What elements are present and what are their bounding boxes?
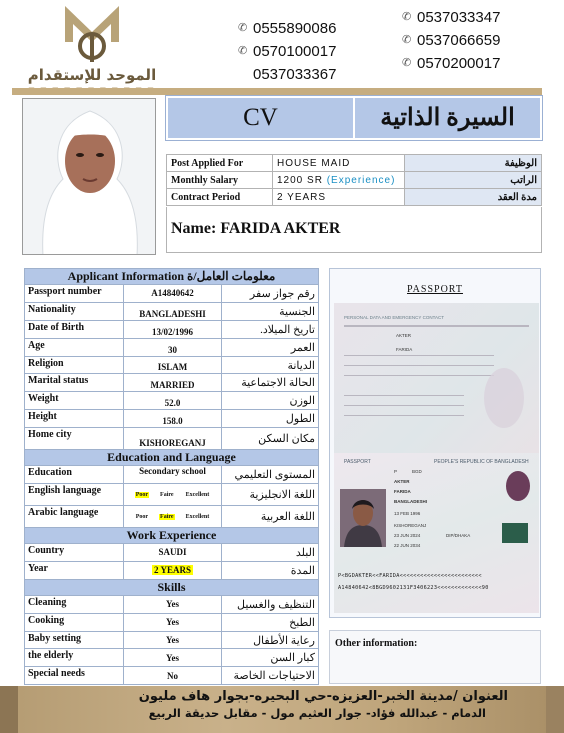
position-table xyxy=(166,154,542,206)
info-label: Height xyxy=(25,410,124,428)
info-value: Secondary school xyxy=(124,466,222,484)
company-logo xyxy=(12,2,172,94)
contract-label: Contract Period xyxy=(167,189,273,206)
level-fair: Faire xyxy=(160,513,174,520)
info-label: Arabic language xyxy=(25,506,124,528)
passport-panel xyxy=(329,268,541,618)
skill-label: Special needs xyxy=(25,667,124,685)
info-row-year xyxy=(25,561,319,579)
info-label-ar: المستوى التعليمي xyxy=(222,466,319,484)
info-value xyxy=(124,561,222,579)
phone-icon: ✆ xyxy=(238,45,248,57)
passport-dob: 13 FEB 1996 xyxy=(394,511,421,516)
info-row-passport xyxy=(25,285,319,303)
info-label-ar: الحالة الاجتماعية xyxy=(222,374,319,392)
passport-scan xyxy=(334,303,539,613)
phones-right-column xyxy=(402,6,500,75)
info-row-age xyxy=(25,338,319,356)
info-value: ISLAM xyxy=(124,356,222,374)
skill-row xyxy=(25,631,319,649)
passport-seal-icon xyxy=(484,368,524,428)
info-label: Religion xyxy=(25,356,124,374)
passport-mrz-line-1: P<BGDAKTER<<FARIDA<<<<<<<<<<<<<<<<<<<<<<<< xyxy=(338,573,482,579)
level-fair: Faire xyxy=(160,491,174,498)
phone-entry[interactable] xyxy=(238,17,336,40)
phone-entry[interactable] xyxy=(402,52,500,75)
info-label-ar: اللغة الانجليزية xyxy=(222,484,319,506)
passport-place: KISHOREGANJ xyxy=(394,523,427,528)
passport-rule xyxy=(344,355,494,356)
level-poor: Poor xyxy=(135,491,149,498)
phone-entry[interactable] xyxy=(238,63,336,86)
cv-title-en: CV xyxy=(168,98,355,138)
info-row-weight xyxy=(25,392,319,410)
info-label-ar: اللغة العربية xyxy=(222,506,319,528)
language-level-arabic xyxy=(124,506,222,528)
passport-photo-page xyxy=(334,453,539,613)
info-value: BANGLADESHI xyxy=(124,302,222,320)
applicant-section-header xyxy=(25,269,319,285)
skill-label: Cooking xyxy=(25,613,124,631)
info-label-ar: الوزن xyxy=(222,392,319,410)
position-value xyxy=(273,155,405,172)
info-row-religion xyxy=(25,356,319,374)
phone-number: 0555890086 xyxy=(253,20,337,37)
passport-page-label: PASSPORT xyxy=(344,459,371,465)
info-value: KISHOREGANJ xyxy=(124,428,222,450)
info-row-english xyxy=(25,484,319,506)
info-label: Year xyxy=(25,561,124,579)
skill-value: Yes xyxy=(124,649,222,667)
passport-rule xyxy=(344,365,494,366)
info-label-ar: الطول xyxy=(222,410,319,428)
skill-value: Yes xyxy=(124,631,222,649)
salary-label: Monthly Salary xyxy=(167,172,273,189)
passport-rule xyxy=(344,325,529,327)
phone-icon: ✆ xyxy=(238,22,248,34)
info-label-ar: الديانة xyxy=(222,356,319,374)
passport-field: AKTER xyxy=(396,333,412,338)
contract-value xyxy=(273,189,405,206)
passport-rule xyxy=(344,415,464,416)
position-row xyxy=(167,155,542,172)
passport-portrait-icon xyxy=(340,489,386,547)
passport-rule xyxy=(344,375,494,376)
skill-row xyxy=(25,667,319,685)
contract-label-ar: مدة العقد xyxy=(405,189,542,206)
info-row-homecity xyxy=(25,428,319,450)
passport-rule xyxy=(344,405,464,406)
candidate-portrait-icon xyxy=(23,99,156,255)
candidate-name: Name: FARIDA AKTER xyxy=(166,207,542,253)
footer-decoration-left xyxy=(0,686,18,733)
info-label-ar: مكان السكن xyxy=(222,428,319,450)
header-divider xyxy=(12,88,542,95)
info-label-ar: المدة xyxy=(222,561,319,579)
info-value: SAUDI xyxy=(124,544,222,562)
info-value: 158.0 xyxy=(124,410,222,428)
info-label-ar: تاريخ الميلاد. xyxy=(222,320,319,338)
language-level-english xyxy=(124,484,222,506)
passport-issue-date: 23 JUN 2024 xyxy=(394,533,421,538)
skill-row xyxy=(25,613,319,631)
skill-label-ar: التنظيف والغسيل xyxy=(222,595,319,613)
applicant-info-table xyxy=(24,268,319,685)
passport-type: P xyxy=(394,469,398,474)
level-excellent: Excellent xyxy=(185,513,210,520)
salary-value xyxy=(273,172,405,189)
contract-row xyxy=(167,189,542,206)
skill-label-ar: الاحتياجات الخاصة xyxy=(222,667,319,685)
level-poor: Poor xyxy=(135,513,149,520)
info-value: 13/02/1996 xyxy=(124,320,222,338)
salary-amount: 1200 SR xyxy=(277,174,323,186)
post-value: HOUSE MAID xyxy=(277,157,351,169)
section-header xyxy=(25,528,319,544)
phone-icon: ✆ xyxy=(402,11,412,23)
skill-label: the elderly xyxy=(25,649,124,667)
skill-label-ar: كبار السن xyxy=(222,649,319,667)
company-name: الموحد للإستقدام xyxy=(27,66,157,84)
phone-entry[interactable] xyxy=(238,40,336,63)
section-header xyxy=(25,579,319,595)
passport-label: PASSPORT xyxy=(407,284,463,295)
info-value: MARRIED xyxy=(124,374,222,392)
info-label: Marital status xyxy=(25,374,124,392)
logo-emblem-icon xyxy=(57,2,127,64)
education-section-header: Education and Language xyxy=(25,450,319,466)
info-label: Passport number xyxy=(25,285,124,303)
applicant-header-en: Applicant Information xyxy=(67,269,184,283)
section-header xyxy=(25,269,319,285)
position-label-ar: الوظيفة xyxy=(405,155,542,172)
info-row-arabic xyxy=(25,506,319,528)
address-line-1: العنوان /مدينة الخبر-العزيزه-حي البحيره-بجوار هاف مليون xyxy=(138,689,508,704)
passport-surname: AKTER xyxy=(394,479,410,484)
skill-value: No xyxy=(124,667,222,685)
other-information: Other information: xyxy=(329,630,541,684)
experience-years: 2 YEARS xyxy=(154,565,191,576)
address-line-2: الدمام - عبدالله فؤاد- جوار العثيم مول - مقابل حديقة الربيع xyxy=(148,706,486,720)
info-label: Weight xyxy=(25,392,124,410)
phone-icon: ✆ xyxy=(402,34,412,46)
info-row-nationality xyxy=(25,302,319,320)
skill-label: Cleaning xyxy=(25,595,124,613)
cv-title-ar: السيرة الذاتية xyxy=(380,105,515,131)
phone-entry[interactable] xyxy=(402,29,500,52)
skill-row xyxy=(25,649,319,667)
info-label: Home city xyxy=(25,428,124,450)
passport-country-title: PEOPLE'S REPUBLIC OF BANGLADESH xyxy=(434,459,529,465)
skill-row xyxy=(25,595,319,613)
passport-chip-icon xyxy=(502,523,528,543)
phone-icon: ✆ xyxy=(402,57,412,69)
cv-title-bar xyxy=(166,96,542,140)
passport-rule xyxy=(344,395,464,396)
level-excellent: Excellent xyxy=(185,491,210,498)
salary-label-ar: الراتب xyxy=(405,172,542,189)
phone-number: 0570200017 xyxy=(417,55,501,72)
salary-row xyxy=(167,172,542,189)
passport-photo xyxy=(340,489,386,547)
position-label: Post Applied For xyxy=(167,155,273,172)
info-row-height xyxy=(25,410,319,428)
info-label: English language xyxy=(25,484,124,506)
footer-address xyxy=(139,688,508,722)
info-label-ar: الجنسية xyxy=(222,302,319,320)
footer-decoration-right xyxy=(546,686,564,733)
info-label: Country xyxy=(25,544,124,562)
phone-number: 0537033367 xyxy=(253,66,337,83)
phone-number: 0537033347 xyxy=(417,9,501,26)
info-row-country xyxy=(25,544,319,562)
info-value: 52.0 xyxy=(124,392,222,410)
info-label: Age xyxy=(25,338,124,356)
passport-mrz-line-2: A14840642<8BGD9602131F3406223<<<<<<<<<<<<<90 xyxy=(338,585,489,591)
info-label-ar: البلد xyxy=(222,544,319,562)
skill-label-ar: رعاية الأطفال xyxy=(222,631,319,649)
passport-top-title: PERSONAL DATA AND EMERGENCY CONTACT xyxy=(344,315,445,320)
info-label-ar: رقم جواز سفر xyxy=(222,285,319,303)
phone-number: 0537066659 xyxy=(417,32,501,49)
info-label: Date of Birth xyxy=(25,320,124,338)
section-header xyxy=(25,450,319,466)
skill-label: Baby setting xyxy=(25,631,124,649)
info-row-education xyxy=(25,466,319,484)
info-value: 30 xyxy=(124,338,222,356)
candidate-photo xyxy=(22,98,156,255)
info-label: Education xyxy=(25,466,124,484)
passport-field: FARIDA xyxy=(396,347,413,352)
info-row-dob xyxy=(25,320,319,338)
applicant-header-ar: معلومات العامل/ة xyxy=(187,269,276,283)
contract-period: 2 YEARS xyxy=(277,191,327,203)
phone-entry[interactable] xyxy=(402,6,500,29)
passport-data-page xyxy=(334,303,539,453)
info-row-marital xyxy=(25,374,319,392)
info-label: Nationality xyxy=(25,302,124,320)
passport-authority: DIP/DHAKA xyxy=(446,533,471,538)
info-label-ar: العمر xyxy=(222,338,319,356)
skill-label-ar: الطبخ xyxy=(222,613,319,631)
passport-hologram-icon xyxy=(506,471,530,501)
info-value: A14840642 xyxy=(124,285,222,303)
passport-nationality: BANGLADESHI xyxy=(394,499,428,504)
phone-number: 0570100017 xyxy=(253,43,337,60)
passport-expiry-date: 22 JUN 2034 xyxy=(394,543,421,548)
experience-section-header: Work Experience xyxy=(25,528,319,544)
skill-value: Yes xyxy=(124,595,222,613)
footer-address-bar xyxy=(0,686,564,733)
salary-experience-note: (Experience) xyxy=(326,174,396,186)
phones-left-column xyxy=(238,17,336,86)
passport-given-name: FARIDA xyxy=(394,489,411,494)
skills-section-header: Skills xyxy=(25,579,319,595)
passport-state: BGD xyxy=(412,469,422,474)
skill-value: Yes xyxy=(124,613,222,631)
